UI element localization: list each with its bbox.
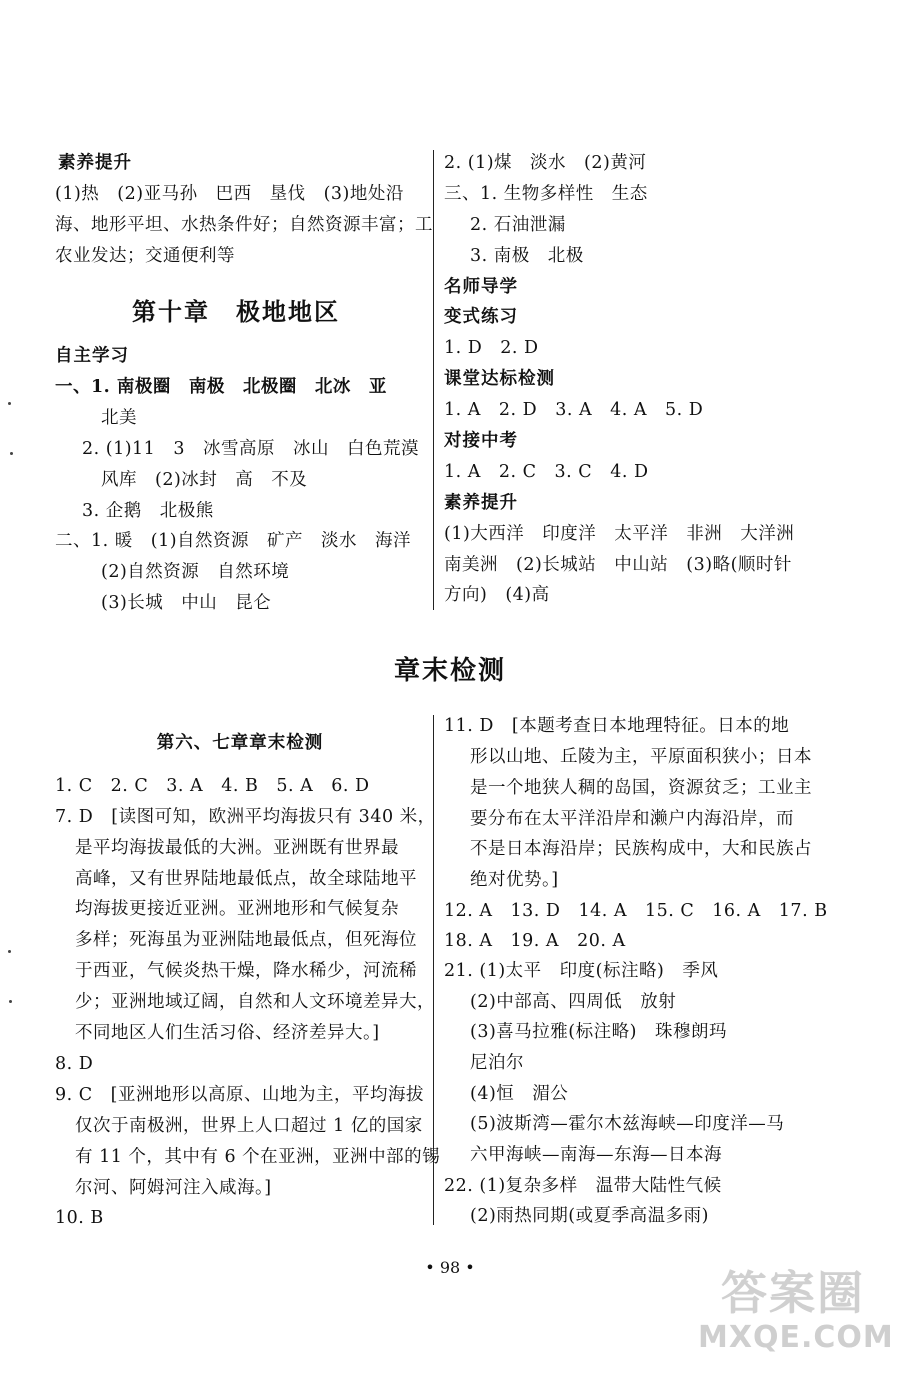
right-top-line: 南美洲 (2)长城站 中山站 (3)略(顺时针: [444, 555, 792, 575]
exam-line: (4)恒 湄公: [470, 1084, 569, 1104]
exam-line: 要分布在太平洋沿岸和濑户内海沿岸，而: [470, 809, 794, 829]
right-top-heading: 名师导学: [444, 277, 518, 297]
scan-mark: [10, 452, 13, 455]
exam-line: 不是日本海沿岸；民族构成中，大和民族占: [470, 839, 812, 859]
exam-line: 是一个地狭人稠的岛国，资源贫乏；工业主: [470, 778, 812, 798]
exam-line: (2)中部高、四周低 放射: [470, 992, 677, 1012]
study-line: 二、1. 暖 (1)自然资源 矿产 淡水 海洋: [55, 531, 412, 551]
page-number: • 98 •: [425, 1258, 475, 1277]
exam-line: 六甲海峡—南海—东海—日本海: [470, 1145, 722, 1165]
right-top-line: 方向) (4)高: [444, 585, 550, 605]
section-title: 章末检测: [393, 656, 506, 686]
right-top-heading: 变式练习: [444, 307, 518, 327]
study-line: 一、1. 南极圈 南极 北极圈 北冰 亚: [55, 377, 387, 397]
right-top-line: 1. D 2. D: [444, 338, 539, 358]
exam-line: 12. A 13. D 14. A 15. C 16. A 17. B: [444, 901, 828, 921]
right-top-line: 3. 南极 北极: [470, 246, 584, 266]
exam-line: 22. (1)复杂多样 温带大陆性气候: [444, 1176, 722, 1196]
right-top-line: 1. A 2. D 3. A 4. A 5. D: [444, 400, 704, 420]
exam-line: 多样；死海虽为亚洲陆地最低点，但死海位: [75, 930, 417, 950]
exam-line: 于西亚，气候炎热干燥，降水稀少，河流稀: [75, 961, 417, 981]
exam-line: (3)喜马拉雅(标注略) 珠穆朗玛: [470, 1022, 727, 1042]
study-line: 2. (1)11 3 冰雪高原 冰山 白色荒漠: [82, 439, 419, 459]
exam-line: 18. A 19. A 20. A: [444, 931, 626, 951]
right-top-heading: 对接中考: [444, 431, 518, 451]
exam-line: 形以山地、丘陵为主，平原面积狭小；日本: [470, 747, 812, 767]
scan-mark: [8, 402, 11, 405]
exam-line: 1. C 2. C 3. A 4. B 5. A 6. D: [55, 776, 370, 796]
left-top-heading: 素养提升: [58, 153, 132, 173]
right-top-heading: 课堂达标检测: [444, 369, 555, 389]
study-line: (2)自然资源 自然环境: [101, 562, 290, 582]
study-heading: 自主学习: [55, 346, 129, 366]
exam-line: 8. D: [55, 1054, 94, 1074]
watermark: [698, 1266, 894, 1376]
exam-line: 仅次于南极洲，世界上人口超过 1 亿的国家: [75, 1116, 423, 1136]
exam-line: 高峰，又有世界陆地最低点，故全球陆地平: [75, 869, 417, 889]
right-top-line: 2. (1)煤 淡水 (2)黄河: [444, 153, 647, 173]
chapter-title: 第十章 极地地区: [132, 297, 340, 326]
scan-mark: [8, 950, 11, 953]
exam-line: 不同地区人们生活习俗、经济差异大。]: [75, 1023, 380, 1043]
watermark-logo-text: 答案圈: [721, 1266, 865, 1320]
left-top-line: 海、地形平坦、水热条件好；自然资源丰富；工: [55, 215, 433, 235]
left-top-line: (1)热 (2)亚马孙 巴西 垦伐 (3)地处沿: [55, 184, 404, 204]
study-line: 北美: [101, 408, 137, 428]
exam-line: 是平均海拔最低的大洲。亚洲既有世界最: [75, 838, 399, 858]
right-top-heading: 素养提升: [444, 493, 518, 513]
exam-line: 尼泊尔: [470, 1053, 524, 1073]
right-top-line: 2. 石油泄漏: [470, 215, 566, 235]
exam-line: 10. B: [55, 1208, 104, 1228]
exam-line: (5)波斯湾—霍尔木兹海峡—印度洋—马: [470, 1114, 785, 1134]
right-top-line: 1. A 2. C 3. C 4. D: [444, 462, 649, 482]
column-divider-top: [433, 150, 434, 610]
watermark-url: MXQE.COM: [698, 1320, 894, 1355]
study-line: (3)长城 中山 昆仑: [101, 593, 272, 613]
exam-line: 均海拔更接近亚洲。亚洲地形和气候复杂: [75, 899, 399, 919]
exam-line: 11. D [本题考查日本地理特征。日本的地: [444, 716, 790, 736]
exam-title: 第六、七章章末检测: [156, 733, 324, 753]
exam-line: 7. D [读图可知，欧洲平均海拔只有 340 米，: [55, 807, 436, 827]
exam-line: 21. (1)太平 印度(标注略) 季风: [444, 961, 719, 981]
exam-line: 少；亚洲地域辽阔，自然和人文环境差异大，: [75, 992, 435, 1012]
right-top-line: (1)大西洋 印度洋 太平洋 非洲 大洋洲: [444, 524, 795, 544]
exam-line: (2)雨热同期(或夏季高温多雨): [470, 1206, 709, 1226]
right-top-line: 三、1. 生物多样性 生态: [444, 184, 648, 204]
exam-line: 尔河、阿姆河注入咸海。]: [75, 1178, 272, 1198]
exam-line: 绝对优势。]: [470, 870, 559, 890]
scan-mark: [9, 1000, 12, 1003]
exam-line: 有 11 个，其中有 6 个在亚洲，亚洲中部的锡: [75, 1147, 441, 1167]
exam-line: 9. C [亚洲地形以高原、山地为主，平均海拔: [55, 1085, 424, 1105]
left-top-line: 农业发达；交通便利等: [55, 246, 235, 266]
study-line: 风库 (2)冰封 高 不及: [101, 470, 308, 490]
study-line: 3. 企鹅 北极熊: [82, 501, 214, 521]
